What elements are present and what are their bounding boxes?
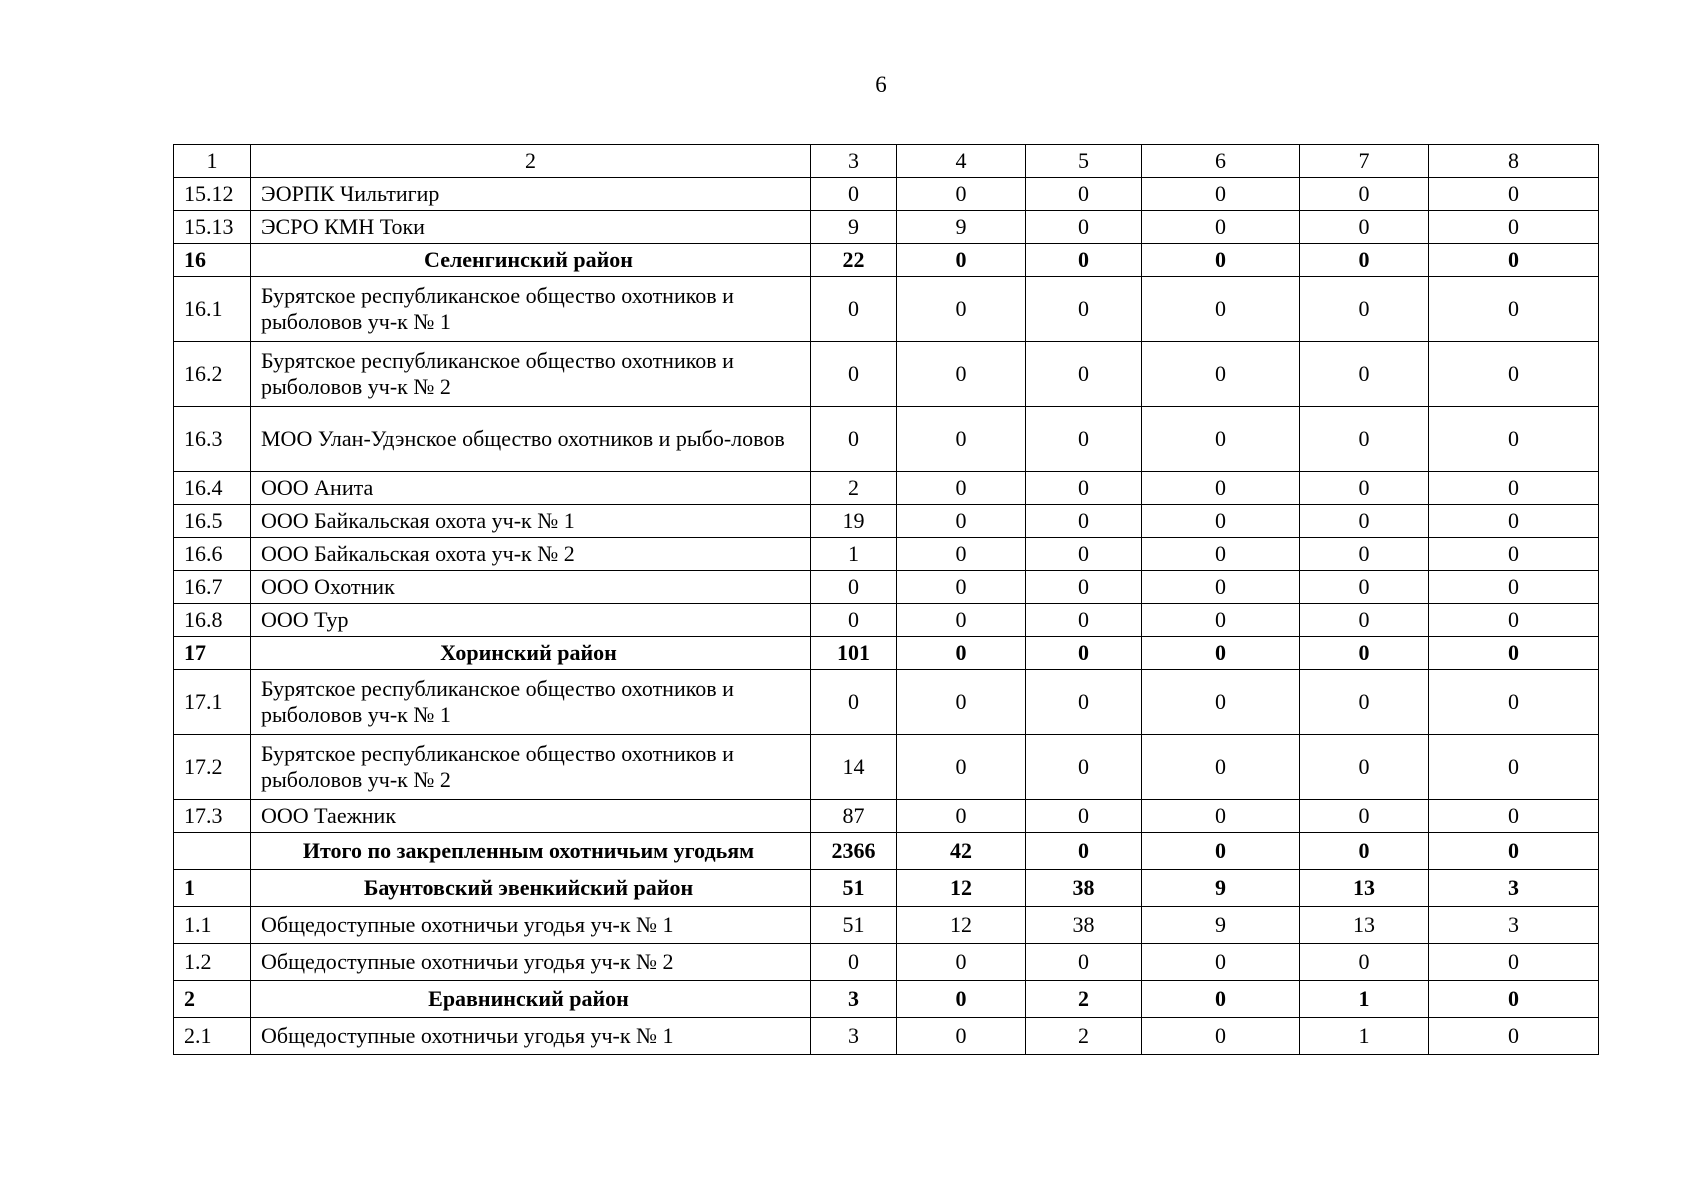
value-cell-col-6: 0 (1142, 571, 1300, 604)
value-cell-col-5: 0 (1026, 637, 1142, 670)
row-number-cell: 17 (174, 637, 251, 670)
value-cell-col-7: 0 (1300, 244, 1429, 277)
row-name-cell: Селенгинский район (251, 244, 811, 277)
row-name-cell: Бурятское республиканское общество охотников и рыболовов уч-к № 1 (251, 277, 811, 342)
value-cell-col-3: 51 (811, 907, 897, 944)
value-cell-col-7: 0 (1300, 178, 1429, 211)
table-row (174, 538, 1599, 571)
value-cell-col-7: 0 (1300, 538, 1429, 571)
table-row (174, 407, 1599, 472)
value-cell-col-7: 1 (1300, 981, 1429, 1018)
row-number-cell: 1.1 (174, 907, 251, 944)
row-number-cell: 2 (174, 981, 251, 1018)
row-number-cell: 2.1 (174, 1018, 251, 1055)
value-cell-col-7: 1 (1300, 1018, 1429, 1055)
table-row (174, 211, 1599, 244)
value-cell-col-4: 0 (897, 800, 1026, 833)
value-cell-col-6: 0 (1142, 277, 1300, 342)
value-cell-col-7: 0 (1300, 407, 1429, 472)
value-cell-col-4: 0 (897, 604, 1026, 637)
table-row (174, 571, 1599, 604)
row-number-cell: 17.2 (174, 735, 251, 800)
header-cell: 2 (251, 145, 811, 178)
value-cell-col-5: 0 (1026, 670, 1142, 735)
value-cell-col-8: 3 (1429, 870, 1599, 907)
value-cell-col-6: 0 (1142, 342, 1300, 407)
table-row (174, 1018, 1599, 1055)
header-cell: 8 (1429, 145, 1599, 178)
row-name-cell: ООО Охотник (251, 571, 811, 604)
value-cell-col-4: 0 (897, 981, 1026, 1018)
table-row (174, 178, 1599, 211)
value-cell-col-8: 0 (1429, 637, 1599, 670)
value-cell-col-5: 0 (1026, 407, 1142, 472)
value-cell-col-8: 0 (1429, 833, 1599, 870)
value-cell-col-6: 0 (1142, 670, 1300, 735)
value-cell-col-7: 0 (1300, 277, 1429, 342)
value-cell-col-4: 42 (897, 833, 1026, 870)
table-row (174, 505, 1599, 538)
row-name-cell: ООО Байкальская охота уч-к № 1 (251, 505, 811, 538)
value-cell-col-7: 0 (1300, 670, 1429, 735)
value-cell-col-3: 0 (811, 604, 897, 637)
total-row (174, 833, 1599, 870)
value-cell-col-3: 9 (811, 211, 897, 244)
value-cell-col-4: 0 (897, 637, 1026, 670)
row-number-cell: 16.2 (174, 342, 251, 407)
value-cell-col-3: 0 (811, 944, 897, 981)
value-cell-col-8: 0 (1429, 604, 1599, 637)
value-cell-col-5: 0 (1026, 833, 1142, 870)
value-cell-col-8: 0 (1429, 178, 1599, 211)
row-name-cell: Хоринский район (251, 637, 811, 670)
row-number-cell (174, 833, 251, 870)
value-cell-col-5: 0 (1026, 472, 1142, 505)
header-cell: 3 (811, 145, 897, 178)
value-cell-col-6: 0 (1142, 505, 1300, 538)
value-cell-col-8: 0 (1429, 538, 1599, 571)
row-name-cell: Итого по закрепленным охотничьим угодьям (251, 833, 811, 870)
row-number-cell: 15.12 (174, 178, 251, 211)
value-cell-col-8: 0 (1429, 670, 1599, 735)
value-cell-col-5: 0 (1026, 735, 1142, 800)
value-cell-col-3: 2366 (811, 833, 897, 870)
value-cell-col-5: 0 (1026, 342, 1142, 407)
value-cell-col-5: 0 (1026, 277, 1142, 342)
row-name-cell: Общедоступные охотничьи угодья уч-к № 2 (251, 944, 811, 981)
row-name-cell: Общедоступные охотничьи угодья уч-к № 1 (251, 1018, 811, 1055)
data-table (173, 144, 1599, 1055)
value-cell-col-3: 0 (811, 277, 897, 342)
table-row (174, 735, 1599, 800)
table-row (174, 472, 1599, 505)
table-row (174, 800, 1599, 833)
value-cell-col-5: 0 (1026, 505, 1142, 538)
row-name-cell: Бурятское республиканское общество охотников и рыболовов уч-к № 2 (251, 342, 811, 407)
value-cell-col-4: 0 (897, 277, 1026, 342)
value-cell-col-6: 0 (1142, 735, 1300, 800)
value-cell-col-8: 0 (1429, 944, 1599, 981)
value-cell-col-3: 0 (811, 571, 897, 604)
value-cell-col-7: 0 (1300, 604, 1429, 637)
row-number-cell: 16.3 (174, 407, 251, 472)
value-cell-col-7: 0 (1300, 944, 1429, 981)
row-number-cell: 1 (174, 870, 251, 907)
value-cell-col-7: 0 (1300, 800, 1429, 833)
value-cell-col-5: 0 (1026, 604, 1142, 637)
table-body (174, 145, 1599, 1055)
row-number-cell: 16.6 (174, 538, 251, 571)
value-cell-col-6: 0 (1142, 244, 1300, 277)
row-number-cell: 16 (174, 244, 251, 277)
value-cell-col-4: 0 (897, 244, 1026, 277)
value-cell-col-5: 0 (1026, 800, 1142, 833)
row-name-cell: ЭСРО КМН Токи (251, 211, 811, 244)
value-cell-col-6: 0 (1142, 1018, 1300, 1055)
value-cell-col-8: 0 (1429, 1018, 1599, 1055)
header-cell: 5 (1026, 145, 1142, 178)
value-cell-col-6: 0 (1142, 833, 1300, 870)
value-cell-col-7: 0 (1300, 342, 1429, 407)
row-number-cell: 17.3 (174, 800, 251, 833)
value-cell-col-5: 2 (1026, 1018, 1142, 1055)
value-cell-col-8: 0 (1429, 800, 1599, 833)
table-row (174, 670, 1599, 735)
header-cell: 7 (1300, 145, 1429, 178)
value-cell-col-6: 0 (1142, 407, 1300, 472)
table-row (174, 907, 1599, 944)
value-cell-col-5: 0 (1026, 944, 1142, 981)
value-cell-col-4: 0 (897, 538, 1026, 571)
value-cell-col-5: 0 (1026, 178, 1142, 211)
value-cell-col-8: 0 (1429, 472, 1599, 505)
value-cell-col-4: 0 (897, 944, 1026, 981)
value-cell-col-8: 0 (1429, 571, 1599, 604)
value-cell-col-6: 0 (1142, 178, 1300, 211)
value-cell-col-7: 0 (1300, 505, 1429, 538)
value-cell-col-7: 13 (1300, 870, 1429, 907)
row-name-cell: Бурятское республиканское общество охотников и рыболовов уч-к № 2 (251, 735, 811, 800)
value-cell-col-6: 0 (1142, 211, 1300, 244)
district-row (174, 870, 1599, 907)
value-cell-col-5: 0 (1026, 244, 1142, 277)
value-cell-col-6: 0 (1142, 981, 1300, 1018)
value-cell-col-3: 0 (811, 342, 897, 407)
row-name-cell: ООО Анита (251, 472, 811, 505)
row-number-cell: 16.1 (174, 277, 251, 342)
value-cell-col-7: 0 (1300, 571, 1429, 604)
row-name-cell: Бурятское республиканское общество охотников и рыболовов уч-к № 1 (251, 670, 811, 735)
value-cell-col-7: 0 (1300, 211, 1429, 244)
value-cell-col-8: 0 (1429, 244, 1599, 277)
row-name-cell: Еравнинский район (251, 981, 811, 1018)
value-cell-col-5: 2 (1026, 981, 1142, 1018)
value-cell-col-3: 19 (811, 505, 897, 538)
value-cell-col-5: 0 (1026, 538, 1142, 571)
header-cell: 4 (897, 145, 1026, 178)
row-number-cell: 16.8 (174, 604, 251, 637)
value-cell-col-7: 0 (1300, 735, 1429, 800)
header-cell: 1 (174, 145, 251, 178)
value-cell-col-4: 0 (897, 472, 1026, 505)
value-cell-col-3: 1 (811, 538, 897, 571)
row-name-cell: ЭОРПК Чильтигир (251, 178, 811, 211)
value-cell-col-8: 3 (1429, 907, 1599, 944)
row-name-cell: ООО Тур (251, 604, 811, 637)
value-cell-col-3: 87 (811, 800, 897, 833)
row-number-cell: 16.4 (174, 472, 251, 505)
value-cell-col-6: 0 (1142, 538, 1300, 571)
value-cell-col-3: 101 (811, 637, 897, 670)
value-cell-col-6: 0 (1142, 637, 1300, 670)
value-cell-col-6: 9 (1142, 907, 1300, 944)
value-cell-col-5: 38 (1026, 907, 1142, 944)
value-cell-col-3: 3 (811, 981, 897, 1018)
row-name-cell: МОО Улан-Удэнское общество охотников и рыбо-ловов (251, 407, 811, 472)
value-cell-col-8: 0 (1429, 342, 1599, 407)
value-cell-col-8: 0 (1429, 505, 1599, 538)
value-cell-col-7: 13 (1300, 907, 1429, 944)
value-cell-col-8: 0 (1429, 407, 1599, 472)
value-cell-col-6: 9 (1142, 870, 1300, 907)
value-cell-col-4: 0 (897, 342, 1026, 407)
row-number-cell: 17.1 (174, 670, 251, 735)
value-cell-col-5: 0 (1026, 211, 1142, 244)
table-row (174, 944, 1599, 981)
value-cell-col-5: 38 (1026, 870, 1142, 907)
value-cell-col-3: 2 (811, 472, 897, 505)
row-name-cell: Общедоступные охотничьи угодья уч-к № 1 (251, 907, 811, 944)
row-number-cell: 16.5 (174, 505, 251, 538)
value-cell-col-3: 0 (811, 407, 897, 472)
row-name-cell: ООО Таежник (251, 800, 811, 833)
value-cell-col-3: 3 (811, 1018, 897, 1055)
value-cell-col-4: 12 (897, 870, 1026, 907)
district-row (174, 637, 1599, 670)
value-cell-col-4: 0 (897, 670, 1026, 735)
district-row (174, 244, 1599, 277)
value-cell-col-6: 0 (1142, 604, 1300, 637)
value-cell-col-4: 0 (897, 571, 1026, 604)
table-row (174, 342, 1599, 407)
row-name-cell: ООО Байкальская охота уч-к № 2 (251, 538, 811, 571)
header-cell: 6 (1142, 145, 1300, 178)
row-number-cell: 1.2 (174, 944, 251, 981)
row-number-cell: 15.13 (174, 211, 251, 244)
value-cell-col-8: 0 (1429, 211, 1599, 244)
value-cell-col-5: 0 (1026, 571, 1142, 604)
value-cell-col-3: 0 (811, 670, 897, 735)
value-cell-col-8: 0 (1429, 277, 1599, 342)
district-row (174, 981, 1599, 1018)
value-cell-col-3: 22 (811, 244, 897, 277)
page-number: 6 (875, 72, 887, 97)
value-cell-col-4: 0 (897, 407, 1026, 472)
value-cell-col-4: 0 (897, 735, 1026, 800)
value-cell-col-6: 0 (1142, 472, 1300, 505)
value-cell-col-7: 0 (1300, 833, 1429, 870)
value-cell-col-6: 0 (1142, 944, 1300, 981)
table-header-row (174, 145, 1599, 178)
value-cell-col-7: 0 (1300, 637, 1429, 670)
value-cell-col-7: 0 (1300, 472, 1429, 505)
value-cell-col-4: 0 (897, 1018, 1026, 1055)
value-cell-col-3: 51 (811, 870, 897, 907)
table-row (174, 604, 1599, 637)
value-cell-col-4: 0 (897, 505, 1026, 538)
value-cell-col-3: 0 (811, 178, 897, 211)
value-cell-col-4: 12 (897, 907, 1026, 944)
value-cell-col-4: 0 (897, 178, 1026, 211)
table-row (174, 277, 1599, 342)
value-cell-col-8: 0 (1429, 981, 1599, 1018)
value-cell-col-6: 0 (1142, 800, 1300, 833)
value-cell-col-8: 0 (1429, 735, 1599, 800)
value-cell-col-3: 14 (811, 735, 897, 800)
value-cell-col-4: 9 (897, 211, 1026, 244)
row-number-cell: 16.7 (174, 571, 251, 604)
row-name-cell: Баунтовский эвенкийский район (251, 870, 811, 907)
